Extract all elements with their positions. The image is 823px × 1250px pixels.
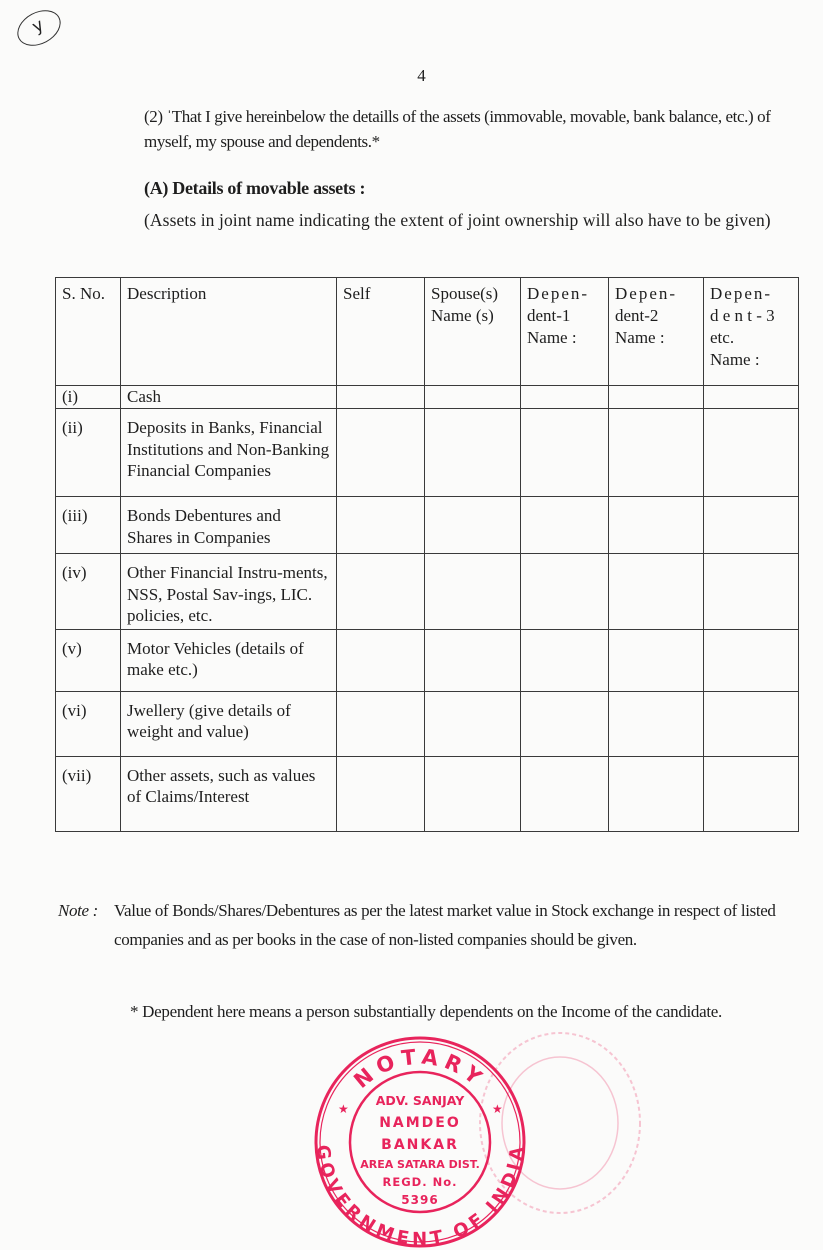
row-sno: (v): [56, 629, 121, 691]
star-icon: ★: [338, 1102, 349, 1116]
cell-self[interactable]: [337, 409, 425, 497]
cell-dependent-3[interactable]: [704, 629, 799, 691]
dependent-footnote: * Dependent here means a person substantially dependents on the Income of the candidate.: [130, 1002, 723, 1021]
header-dep2-line2: dent-2: [615, 306, 659, 325]
table-row: [56, 409, 799, 497]
cell-self[interactable]: [337, 386, 425, 409]
header-sno: S. No.: [56, 278, 121, 386]
cell-dependent-2[interactable]: [609, 629, 704, 691]
star-icon: ★: [492, 1102, 503, 1116]
movable-assets-table: [55, 277, 799, 832]
note-label: Note :: [58, 901, 98, 920]
cell-spouse[interactable]: [425, 409, 521, 497]
header-dep2-line1: Depen-: [615, 284, 678, 303]
cell-spouse[interactable]: [425, 386, 521, 409]
cell-self[interactable]: [337, 554, 425, 630]
row-description: Motor Vehicles (details of make etc.): [121, 629, 337, 691]
cell-self[interactable]: [337, 629, 425, 691]
row-sno: (i): [56, 386, 121, 409]
header-dependent-1: [521, 278, 609, 386]
stamp-line-middle-name: NAMDEO: [379, 1115, 461, 1131]
cell-spouse[interactable]: [425, 554, 521, 630]
header-dependent-3: [704, 278, 799, 386]
row-description: Cash: [121, 386, 337, 409]
stamp-line-advocate: ADV. SANJAY: [375, 1093, 465, 1108]
row-sno: (ii): [56, 409, 121, 497]
header-description: Description: [121, 278, 337, 386]
cell-dependent-1[interactable]: [521, 756, 609, 831]
cell-dependent-2[interactable]: [609, 497, 704, 554]
header-spouse-line1: Spouse(s): [431, 284, 499, 303]
header-spouse-line2: Name (s): [431, 306, 494, 325]
cell-dependent-2[interactable]: [609, 386, 704, 409]
cell-dependent-2[interactable]: [609, 756, 704, 831]
cell-spouse[interactable]: [425, 691, 521, 756]
header-dep3-line1: Depen-: [710, 284, 773, 303]
header-dep1-line3: Name :: [527, 328, 577, 347]
cell-dependent-3[interactable]: [704, 497, 799, 554]
cell-dependent-3[interactable]: [704, 409, 799, 497]
header-dependent-2: [609, 278, 704, 386]
table-row: [56, 629, 799, 691]
cell-dependent-1[interactable]: [521, 386, 609, 409]
instruction-paragraph: (Assets in joint name indicating the extent of joint ownership will also have to be given): [144, 210, 771, 230]
row-sno: (vi): [56, 691, 121, 756]
section-heading: (A) Details of movable assets :: [144, 178, 366, 198]
cell-dependent-1[interactable]: [521, 554, 609, 630]
row-description: Deposits in Banks, Financial Institutions and Non-Banking Financial Companies: [121, 409, 337, 497]
row-description: Jwellery (give details of weight and value): [121, 691, 337, 756]
cell-dependent-1[interactable]: [521, 497, 609, 554]
stamp-bottom-arc-text: GOVERNMENT OF INDIA: [312, 1143, 528, 1250]
table-row: [56, 554, 799, 630]
cell-dependent-3[interactable]: [704, 554, 799, 630]
row-description: Bonds Debentures and Shares in Companies: [121, 497, 337, 554]
header-dep3-line4: Name :: [710, 350, 760, 369]
row-sno: (iv): [56, 554, 121, 630]
cell-dependent-3[interactable]: [704, 691, 799, 756]
cell-spouse[interactable]: [425, 756, 521, 831]
declaration-paragraph: (2) ˈThat I give hereinbelow the detaills of the assets (immovable, movable, bank balance, etc.) of myself, my spouse and dependents.*: [144, 107, 771, 151]
cell-dependent-3[interactable]: [704, 386, 799, 409]
row-description: Other Financial Instru-ments, NSS, Postal Sav-ings, LIC. policies, etc.: [121, 554, 337, 630]
header-dep3-line3: etc.: [710, 328, 735, 347]
cell-self[interactable]: [337, 691, 425, 756]
stamp-line-surname: BANKAR: [381, 1137, 459, 1153]
header-dep1-line1: Depen-: [527, 284, 590, 303]
note-text: Value of Bonds/Shares/Debentures as per the latest market value in Stock exchange in respect of listed companies and as per books in the case of non-listed companies should be given.: [114, 901, 776, 949]
cell-spouse[interactable]: [425, 629, 521, 691]
cell-dependent-2[interactable]: [609, 554, 704, 630]
notary-stamp: [312, 1034, 528, 1250]
cell-dependent-2[interactable]: [609, 691, 704, 756]
header-dep2-line3: Name :: [615, 328, 665, 347]
header-dep1-line2: dent-1: [527, 306, 571, 325]
row-description: Other assets, such as values of Claims/Interest: [121, 756, 337, 831]
header-dep3-line2: d e n t - 3: [710, 306, 775, 325]
handwritten-page-mark: y: [11, 3, 67, 53]
stamp-top-arc-text: NOTARY: [349, 1044, 491, 1094]
stamp-line-number: 5396: [401, 1193, 439, 1207]
row-sno: (iii): [56, 497, 121, 554]
header-self: Self: [337, 278, 425, 386]
table-row: [56, 497, 799, 554]
cell-dependent-1[interactable]: [521, 691, 609, 756]
table-row: [56, 386, 799, 409]
cell-dependent-2[interactable]: [609, 409, 704, 497]
stamp-line-area: AREA SATARA DIST.: [360, 1158, 480, 1171]
table-header-row: [56, 278, 799, 386]
page-number: 4: [417, 66, 426, 85]
cell-spouse[interactable]: [425, 497, 521, 554]
cell-self[interactable]: [337, 497, 425, 554]
stamp-line-regd: REGD. No.: [382, 1175, 458, 1189]
cell-dependent-3[interactable]: [704, 756, 799, 831]
cell-dependent-1[interactable]: [521, 409, 609, 497]
table-row: [56, 691, 799, 756]
row-sno: (vii): [56, 756, 121, 831]
header-spouse: [425, 278, 521, 386]
cell-self[interactable]: [337, 756, 425, 831]
table-row: [56, 756, 799, 831]
cell-dependent-1[interactable]: [521, 629, 609, 691]
